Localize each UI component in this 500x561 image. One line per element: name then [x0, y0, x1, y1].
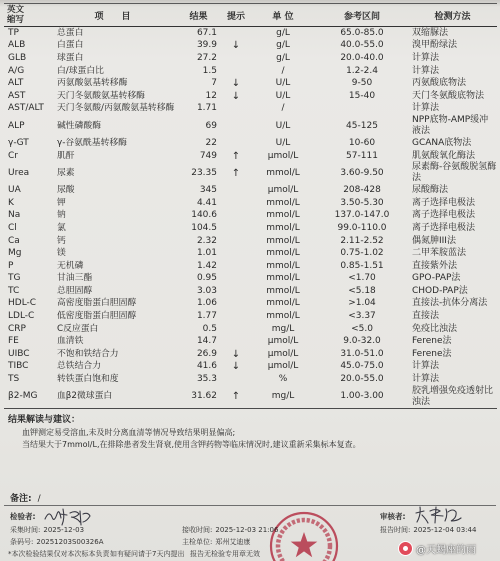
abbr-cell: TIBC: [8, 361, 29, 372]
result-cell: 140.6: [191, 210, 217, 221]
result-cell: 7: [211, 78, 217, 89]
item-cell: 钠: [57, 210, 66, 221]
ref-cell: 137.0-147.0: [334, 210, 390, 221]
table-row: [4, 197, 497, 210]
result-cell: 1.5: [202, 65, 217, 76]
interpretation-line: 当结果大于7mmol/L,在排除患者发生肾衰,使用含钾药物等临床情况时,建议重新采集标本复查。: [22, 440, 361, 449]
abbr-cell: K: [8, 197, 14, 208]
item-cell: 总胆固醇: [57, 285, 93, 296]
result-cell: 749: [199, 150, 217, 161]
table-row: [4, 103, 497, 116]
result-cell: 23.35: [191, 167, 217, 178]
header-method: 检测方法: [434, 11, 471, 22]
result-cell: 1.77: [196, 311, 217, 322]
abbr-cell: TP: [8, 27, 19, 38]
table-row: [4, 386, 497, 408]
footer-note: 报告无检验专用章无效: [190, 550, 260, 558]
ref-cell: <1.70: [348, 273, 376, 284]
table-row: [4, 348, 497, 361]
table-row: [4, 65, 497, 78]
result-cell: 26.9: [196, 348, 217, 359]
interpretation-line: 血钾测定易受溶血,未及时分离血清等情况导致结果明显偏高;: [22, 428, 236, 437]
item-cell: C反应蛋白: [57, 323, 99, 334]
result-cell: 14.7: [196, 336, 217, 347]
abbr-cell: Mg: [8, 248, 22, 259]
item-cell: 球蛋白: [57, 52, 84, 63]
item-cell: 不饱和铁结合力: [57, 348, 119, 359]
hint-cell: ↓: [231, 361, 241, 373]
abbr-cell: Cl: [8, 222, 17, 233]
ref-cell: 99.0-110.0: [337, 222, 387, 233]
table-row: [4, 52, 497, 65]
table-row: [4, 222, 497, 235]
item-cell: 钙: [57, 235, 66, 246]
reviewer-signature: [412, 503, 464, 527]
abbr-cell: FE: [8, 336, 19, 347]
result-cell: 345: [199, 185, 217, 196]
result-cell: 3.03: [196, 285, 217, 296]
ref-cell: 0.85-1.51: [340, 260, 384, 271]
ref-cell: <3.37: [348, 311, 376, 322]
ref-cell: 208-428: [343, 185, 381, 196]
table-row: [4, 235, 497, 248]
item-cell: 丙氨酸氨基转移酶: [57, 78, 128, 89]
unit-cell: mmol/L: [266, 298, 300, 309]
header-abbr-line2: 缩写: [7, 15, 25, 25]
abbr-cell: TC: [8, 285, 20, 296]
abbr-cell: AST/ALT: [8, 103, 44, 114]
header-item: 项 目: [94, 11, 131, 22]
receive-time-value: 2025-12-03 21:06: [215, 526, 279, 534]
method-cell: 离子选择电极法: [412, 210, 476, 221]
unit-cell: mmol/L: [266, 222, 300, 233]
method-cell: 溴甲酚绿法: [412, 40, 458, 51]
table-row: [4, 310, 497, 323]
item-cell: 尿素: [57, 167, 75, 178]
unit-cell: g/L: [276, 40, 290, 51]
item-cell: 氯: [57, 222, 66, 233]
hint-cell: ↓: [231, 348, 241, 360]
ref-cell: 2.11-2.52: [340, 235, 384, 246]
result-cell: 2.32: [196, 235, 217, 246]
table-row: [4, 90, 497, 103]
abbr-cell: P: [8, 260, 14, 271]
abbr-cell: Na: [8, 210, 21, 221]
unit-cell: U/L: [275, 90, 291, 101]
method-cell: 尿素酶-谷氨酸脱氢酶法: [412, 162, 497, 184]
unit-cell: mmol/L: [266, 285, 300, 296]
table-row: [4, 298, 497, 311]
lab-unit-label: 主检单位:: [182, 538, 213, 546]
unit-cell: mmol/L: [266, 197, 300, 208]
item-cell: 碱性磷酸酶: [57, 120, 101, 131]
receive-time-label: 接收时间:: [182, 526, 213, 534]
collect-time-label: 采集时间:: [10, 526, 41, 534]
receive-time: [182, 526, 278, 535]
ref-cell: 3.60-9.50: [340, 167, 384, 178]
unit-cell: U/L: [275, 120, 291, 131]
method-cell: 计算法: [412, 52, 440, 63]
item-cell: 血清铁: [57, 336, 84, 347]
header-abbr: [4, 5, 50, 25]
unit-cell: mg/L: [271, 323, 295, 334]
header-result: 结果: [189, 11, 208, 22]
remark-value: /: [37, 494, 41, 504]
result-cell: 0.5: [202, 323, 217, 334]
footer-note: *本次检验结果仅对本次标本负责: [8, 550, 110, 558]
ref-cell: 3.50-5.30: [340, 197, 384, 208]
hint-cell: ↓: [231, 40, 241, 52]
table-row: [4, 247, 497, 260]
ref-cell: 20.0-55.0: [340, 374, 384, 385]
item-cell: 天门冬氨酸/丙氨酸氨基转移酶: [57, 103, 175, 114]
unit-cell: U/L: [275, 78, 291, 89]
unit-cell: /: [281, 65, 285, 76]
table-row: [4, 323, 497, 336]
ref-cell: 20.0-40.0: [340, 52, 384, 63]
barcode-value: 20251203S00326A: [36, 538, 104, 546]
result-cell: 1.01: [196, 248, 217, 259]
barcode: [10, 538, 104, 547]
unit-cell: mmol/L: [266, 210, 300, 221]
table-row: [4, 285, 497, 298]
result-cell: 69: [205, 120, 217, 131]
method-cell: 尿酸酶法: [412, 185, 449, 196]
abbr-cell: A/G: [8, 65, 25, 76]
table-row: [4, 27, 497, 40]
method-cell: 双缩脲法: [412, 27, 449, 38]
result-cell: 67.1: [196, 27, 217, 38]
table-row: [4, 335, 497, 348]
result-cell: 27.2: [196, 52, 217, 63]
lab-unit: [182, 538, 250, 547]
report-time-value: 2025-12-04 03:44: [413, 526, 477, 534]
item-cell: 白蛋白: [57, 40, 84, 51]
remark: [10, 491, 41, 504]
ref-cell: 9.0-32.0: [343, 336, 381, 347]
item-cell: 低密度脂蛋白胆固醇: [57, 311, 137, 322]
item-cell: 镁: [57, 248, 66, 259]
report-table: [4, 3, 497, 409]
abbr-cell: β2-MG: [8, 391, 38, 402]
unit-cell: mmol/L: [266, 273, 300, 284]
unit-cell: μmol/L: [267, 361, 299, 372]
hint-cell: ↓: [231, 78, 241, 90]
abbr-cell: TS: [8, 374, 20, 385]
lab-unit-value: 郑州艾迪康: [215, 538, 251, 546]
result-cell: 1.42: [196, 260, 217, 271]
method-cell: 二甲苯胺蓝法: [412, 248, 467, 259]
result-cell: 1.06: [196, 298, 217, 309]
remark-label: 备注:: [10, 494, 32, 504]
method-cell: CHOD-PAP法: [412, 285, 468, 296]
table-row: [4, 150, 497, 163]
abbr-cell: TG: [8, 273, 21, 284]
abbr-cell: GLB: [8, 52, 27, 63]
table-row: [4, 40, 497, 53]
ref-cell: 65.0-85.0: [340, 27, 384, 38]
ref-cell: 57-111: [346, 150, 378, 161]
barcode-label: 条码号:: [10, 538, 34, 546]
abbr-cell: ALP: [8, 120, 25, 131]
abbr-cell: UIBC: [8, 348, 30, 359]
method-cell: NPP底物-AMP缓冲液法: [412, 115, 489, 137]
item-cell: 甘油三酯: [57, 273, 93, 284]
item-cell: 无机磷: [57, 260, 84, 271]
item-cell: 总铁结合力: [57, 361, 101, 372]
table-row: [4, 361, 497, 374]
table-row: [4, 162, 497, 184]
watermark-text: @天蝎座的雨: [416, 545, 476, 556]
hint-cell: ↓: [231, 90, 241, 102]
ref-cell: 0.75-1.02: [340, 248, 384, 259]
abbr-cell: AST: [8, 90, 26, 101]
method-cell: 计算法: [412, 103, 440, 114]
ref-cell: 1.00-3.00: [340, 391, 384, 402]
method-cell: 肌氨酸氧化酶法: [412, 150, 476, 161]
method-cell: 直接法-抗体分离法: [412, 298, 488, 309]
method-cell: GPO-PAP法: [412, 273, 461, 284]
ref-cell: <5.0: [351, 323, 373, 334]
method-cell: Ferene法: [412, 336, 452, 347]
abbr-cell: Ca: [8, 235, 20, 246]
method-cell: 天门冬氨酸底物法: [412, 90, 485, 101]
unit-cell: μmol/L: [267, 336, 299, 347]
table-row: [4, 260, 497, 273]
item-cell: γ-谷氨酰基转移酶: [57, 137, 127, 148]
method-cell: GCANA底物法: [412, 137, 472, 148]
hint-cell: ↑: [231, 167, 241, 179]
item-cell: 钾: [57, 197, 66, 208]
item-cell: 高密度脂蛋白胆固醇: [57, 298, 137, 309]
method-cell: 离子选择电极法: [412, 222, 476, 233]
reviewer-label: 审核者:: [380, 512, 406, 521]
collect-time: [10, 526, 84, 535]
result-cell: 41.6: [196, 361, 217, 372]
item-cell: 天门冬氨酸氨基转移酶: [57, 90, 145, 101]
unit-cell: mg/L: [271, 391, 295, 402]
report-time-label: 报告时间:: [380, 526, 411, 534]
unit-cell: g/L: [276, 52, 290, 63]
abbr-cell: ALT: [8, 78, 24, 89]
result-cell: 39.9: [196, 40, 217, 51]
ref-cell: 10-60: [348, 137, 376, 148]
item-cell: 血β2微球蛋白: [57, 391, 113, 402]
hint-cell: ↑: [231, 391, 241, 403]
table-row: [4, 137, 497, 150]
unit-cell: U/L: [275, 137, 291, 148]
table-row: [4, 77, 497, 90]
header-unit: 单 位: [272, 11, 294, 22]
result-cell: 35.3: [196, 374, 217, 385]
official-stamp: [268, 510, 340, 561]
report-time: [380, 526, 476, 535]
result-cell: 12: [205, 90, 217, 101]
abbr-cell: UA: [8, 185, 21, 196]
tester-label: 检验者:: [10, 512, 36, 521]
abbr-cell: LDL-C: [8, 311, 35, 322]
hint-cell: ↑: [231, 150, 241, 162]
table-row: [4, 273, 497, 286]
method-cell: 偶氮胂III法: [412, 235, 456, 246]
header-ref: 参考区间: [343, 11, 380, 22]
result-cell: 1.71: [196, 103, 217, 114]
ref-cell: 40.0-55.0: [340, 40, 384, 51]
method-cell: 丙氨酸底物法: [412, 78, 467, 89]
star-icon: [291, 532, 318, 557]
unit-cell: μmol/L: [267, 185, 299, 196]
signature-strokes: [45, 509, 90, 525]
abbr-cell: ALB: [8, 40, 26, 51]
ref-cell: 9-50: [351, 78, 373, 89]
unit-cell: mmol/L: [266, 235, 300, 246]
unit-cell: mmol/L: [266, 248, 300, 259]
result-cell: 31.62: [191, 391, 217, 402]
signature-strokes: [416, 507, 461, 523]
item-cell: 总蛋白: [57, 27, 84, 38]
method-cell: 免疫比浊法: [412, 323, 458, 334]
method-cell: Ferene法: [412, 348, 452, 359]
abbr-cell: γ-GT: [8, 137, 29, 148]
item-cell: 尿酸: [57, 185, 75, 196]
unit-cell: %: [278, 374, 288, 385]
ref-cell: <5.18: [348, 285, 376, 296]
collect-time-value: 2025-12-03: [43, 526, 85, 534]
unit-cell: μmol/L: [267, 348, 299, 359]
unit-cell: /: [281, 103, 285, 114]
ref-cell: 15-40: [348, 90, 376, 101]
table-row: [4, 184, 497, 197]
table-row: [4, 115, 497, 137]
method-cell: 计算法: [412, 65, 440, 76]
table-row: [4, 210, 497, 223]
result-cell: 104.5: [191, 222, 217, 233]
watermark-logo-icon: [398, 541, 413, 556]
result-cell: 22: [205, 137, 217, 148]
watermark: [398, 541, 476, 556]
interpretation-title: 结果解读与建议：: [8, 415, 81, 425]
item-cell: 肌酐: [57, 150, 75, 161]
table-row: [4, 373, 497, 386]
result-cell: 0.95: [196, 273, 217, 284]
item-cell: 转铁蛋白饱和度: [57, 374, 119, 385]
ref-cell: 45-125: [346, 120, 378, 131]
method-cell: 直接紫外法: [412, 260, 458, 271]
unit-cell: mmol/L: [266, 260, 300, 271]
header-abbr-line1: 英文: [7, 5, 25, 15]
method-cell: 计算法: [412, 361, 440, 372]
ref-cell: 45.0-75.0: [340, 361, 384, 372]
table-body: [4, 27, 497, 408]
item-cell: 白/球蛋白比: [57, 65, 104, 76]
result-cell: 4.41: [196, 197, 217, 208]
unit-cell: mmol/L: [266, 167, 300, 178]
abbr-cell: HDL-C: [8, 298, 37, 309]
unit-cell: μmol/L: [267, 150, 299, 161]
ref-cell: 1.2-2.4: [346, 65, 378, 76]
ref-cell: >1.04: [348, 298, 376, 309]
ref-cell: 31.0-51.0: [340, 348, 384, 359]
unit-cell: g/L: [276, 27, 290, 38]
method-cell: 胶乳增强免疫透射比浊法: [412, 385, 494, 407]
abbr-cell: CRP: [8, 323, 26, 334]
method-cell: 离子选择电极法: [412, 197, 476, 208]
method-cell: 计算法: [412, 374, 440, 385]
interpretation-section: [8, 414, 488, 451]
method-cell: 直接法: [412, 311, 440, 322]
abbr-cell: Urea: [8, 167, 30, 178]
footer-note: 如有疑问请于7天内提出: [110, 550, 185, 558]
unit-cell: mmol/L: [266, 311, 300, 322]
table-header: [4, 3, 497, 27]
abbr-cell: Cr: [8, 150, 18, 161]
header-hint: 提示: [226, 11, 245, 22]
